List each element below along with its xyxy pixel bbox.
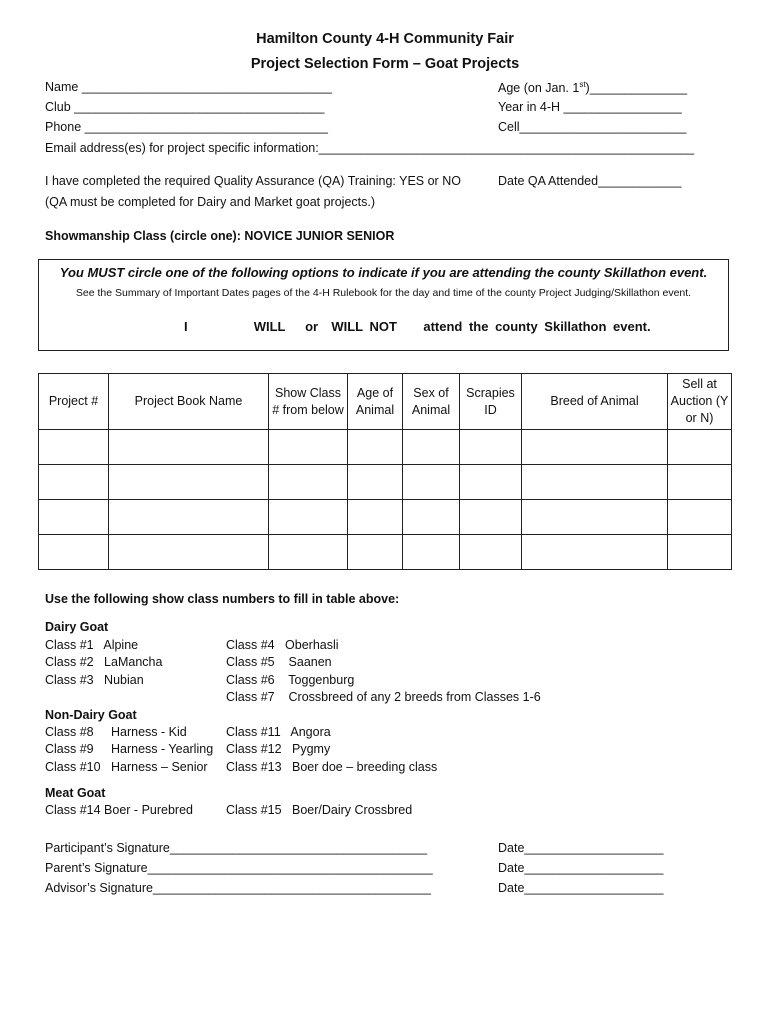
table-cell[interactable] xyxy=(668,500,732,535)
class-item: Class #9 Harness - Yearling xyxy=(45,742,214,756)
table-cell[interactable] xyxy=(39,465,109,500)
table-cell[interactable] xyxy=(460,500,522,535)
table-cell[interactable] xyxy=(460,465,522,500)
participant-date-field[interactable]: Date____________________ xyxy=(498,841,664,855)
table-cell[interactable] xyxy=(348,430,403,465)
qa-training-question[interactable]: I have completed the required Quality Assurance (QA) Training: YES or NO xyxy=(45,174,461,188)
class-item: Class #12 Pygmy xyxy=(226,742,331,756)
table-cell[interactable] xyxy=(403,500,460,535)
class-item: Class #8 Harness - Kid xyxy=(45,725,187,739)
header-auction: Sell at Auction (Y or N) xyxy=(668,374,732,430)
class-item: Class #6 Toggenburg xyxy=(226,673,355,687)
table-cell[interactable] xyxy=(109,465,269,500)
table-row xyxy=(39,535,732,570)
year-in-4h-field[interactable]: Year in 4-H _________________ xyxy=(498,100,682,114)
skillathon-box xyxy=(38,259,729,351)
table-cell[interactable] xyxy=(668,465,732,500)
table-cell[interactable] xyxy=(668,535,732,570)
qa-date-field[interactable]: Date QA Attended____________ xyxy=(498,174,682,188)
project-table xyxy=(38,373,732,570)
table-cell[interactable] xyxy=(460,430,522,465)
header-age: Age of Animal xyxy=(348,374,403,430)
table-cell[interactable] xyxy=(403,430,460,465)
table-cell[interactable] xyxy=(348,535,403,570)
table-cell[interactable] xyxy=(269,430,348,465)
table-cell[interactable] xyxy=(522,430,668,465)
showmanship-class[interactable]: Showmanship Class (circle one): NOVICE JUNIOR SENIOR xyxy=(45,229,395,243)
table-cell[interactable] xyxy=(348,500,403,535)
phone-field[interactable]: Phone ___________________________________ xyxy=(45,120,328,134)
email-field[interactable]: Email address(es) for project specific information:______________________________________________________ xyxy=(45,141,695,155)
table-cell[interactable] xyxy=(522,465,668,500)
skillathon-instruction: You MUST circle one of the following options to indicate if you are attending the county Skillathon event. xyxy=(59,265,708,280)
table-cell[interactable] xyxy=(109,430,269,465)
non-dairy-goat-heading: Non-Dairy Goat xyxy=(45,708,137,722)
class-item: Class #14 Boer - Purebred xyxy=(45,803,193,817)
club-field[interactable]: Club ____________________________________ xyxy=(45,100,325,114)
table-header-row xyxy=(39,374,732,430)
name-field[interactable]: Name ____________________________________ xyxy=(45,80,333,94)
table-cell[interactable] xyxy=(109,500,269,535)
class-item: Class #7 Crossbreed of any 2 breeds from Classes 1-6 xyxy=(226,690,541,704)
class-item: Class #10 Harness – Senior xyxy=(45,760,208,774)
parent-signature-field[interactable]: Parent’s Signature_________________________________________ xyxy=(45,861,433,875)
table-cell[interactable] xyxy=(403,535,460,570)
header-breed: Breed of Animal xyxy=(522,374,668,430)
age-superscript: st xyxy=(579,80,586,89)
age-line: )______________ xyxy=(585,81,688,96)
table-cell[interactable] xyxy=(348,465,403,500)
parent-date-field[interactable]: Date____________________ xyxy=(498,861,664,875)
table-cell[interactable] xyxy=(269,535,348,570)
table-cell[interactable] xyxy=(109,535,269,570)
form-title: Hamilton County 4-H Community Fair xyxy=(256,31,514,47)
table-cell[interactable] xyxy=(668,430,732,465)
header-sex: Sex of Animal xyxy=(403,374,460,430)
class-item: Class #13 Boer doe – breeding class xyxy=(226,760,438,774)
participant-signature-field[interactable]: Participant’s Signature_____________________________________ xyxy=(45,841,428,855)
dairy-goat-heading: Dairy Goat xyxy=(45,620,109,634)
header-show-class: Show Class # from below xyxy=(269,374,348,430)
meat-goat-heading: Meat Goat xyxy=(45,786,106,800)
table-row xyxy=(39,500,732,535)
cell-field[interactable]: Cell________________________ xyxy=(498,120,687,134)
class-item: Class #15 Boer/Dairy Crossbred xyxy=(226,803,413,817)
table-cell[interactable] xyxy=(522,535,668,570)
table-cell[interactable] xyxy=(460,535,522,570)
advisor-date-field[interactable]: Date____________________ xyxy=(498,881,664,895)
table-cell[interactable] xyxy=(39,430,109,465)
class-item: Class #4 Oberhasli xyxy=(226,638,339,652)
table-cell[interactable] xyxy=(39,535,109,570)
table-row xyxy=(39,430,732,465)
table-row xyxy=(39,465,732,500)
class-item: Class #2 LaMancha xyxy=(45,655,163,669)
table-cell[interactable] xyxy=(39,500,109,535)
qa-note: (QA must be completed for Dairy and Market goat projects.) xyxy=(45,195,375,209)
class-item: Class #11 Angora xyxy=(226,725,331,739)
age-field[interactable] xyxy=(498,80,687,95)
skillathon-choice[interactable]: I WILL or WILL NOT attend the county Skillathon event. xyxy=(184,319,651,334)
table-cell[interactable] xyxy=(269,500,348,535)
advisor-signature-field[interactable]: Advisor’s Signature________________________________________ xyxy=(45,881,432,895)
class-item: Class #3 Nubian xyxy=(45,673,144,687)
age-label: Age (on Jan. 1 xyxy=(498,81,580,96)
table-cell[interactable] xyxy=(522,500,668,535)
header-scrapies-id: Scrapies ID xyxy=(460,374,522,430)
header-project-number: Project # xyxy=(39,374,109,430)
table-cell[interactable] xyxy=(269,465,348,500)
class-item: Class #5 Saanen xyxy=(226,655,332,669)
form-subtitle: Project Selection Form – Goat Projects xyxy=(250,56,520,72)
class-item: Class #1 Alpine xyxy=(45,638,139,652)
class-list-intro: Use the following show class numbers to fill in table above: xyxy=(45,592,400,606)
table-cell[interactable] xyxy=(403,465,460,500)
skillathon-note: See the Summary of Important Dates pages of the 4-H Rulebook for the day and time of the county Project Judging/Skillathon event. xyxy=(75,287,692,299)
header-project-book-name: Project Book Name xyxy=(109,374,269,430)
